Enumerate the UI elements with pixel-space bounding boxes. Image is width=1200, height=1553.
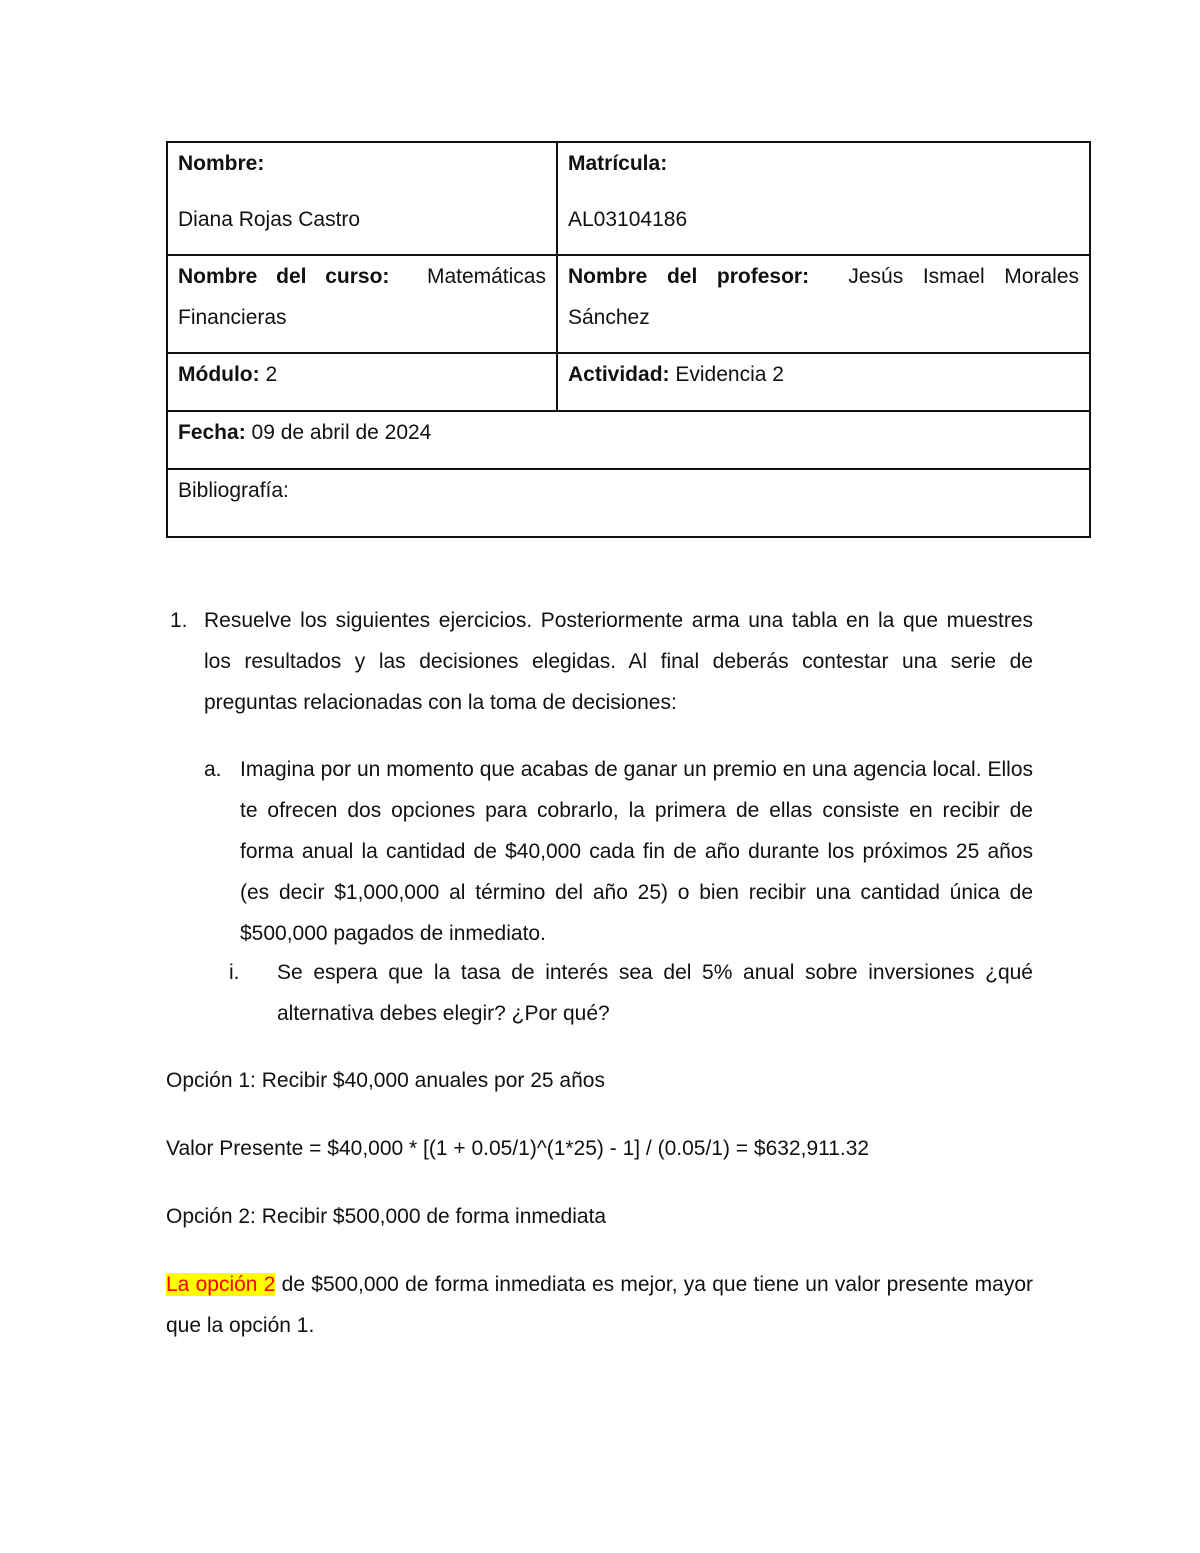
id-value: AL03104186 (568, 208, 688, 231)
name-value: Diana Rojas Castro (178, 208, 361, 231)
option-1-line: Opción 1: Recibir $40,000 anuales por 25 años (166, 1069, 605, 1092)
subsub-item-text: Se espera que la tasa de interés sea del 5% anual sobre inversiones ¿qué alternativa debes elegir? ¿Por qué? (277, 961, 1033, 1025)
name-cell: Nombre: Diana Rojas Castro (167, 142, 557, 255)
bibliography-label: Bibliografía: (178, 479, 289, 502)
teacher-label: Nombre del profesor: (568, 265, 810, 288)
activity-cell: Actividad: Evidencia 2 (557, 353, 1090, 411)
teacher-value: Jesús Ismael Morales Sánchez (568, 265, 1080, 329)
conclusion-highlight: La opción 2 (166, 1273, 276, 1296)
date-value: 09 de abril de 2024 (251, 421, 432, 444)
activity-value: Evidencia 2 (675, 363, 784, 386)
id-cell: Matrícula: AL03104186 (557, 142, 1090, 255)
module-cell: Módulo: 2 (167, 353, 557, 411)
teacher-cell (557, 255, 1090, 353)
subsub-item-marker: i. (229, 961, 240, 984)
present-value-line: Valor Presente = $40,000 * [(1 + 0.05/1)^(1*25) - 1] / (0.05/1) = $632,911.32 (166, 1137, 870, 1160)
activity-label: Actividad (568, 363, 663, 386)
header-table (166, 141, 1091, 538)
module-label: Módulo (178, 363, 253, 386)
course-value: Matemáticas Financieras (178, 265, 546, 329)
course-label: Nombre del curso: (178, 265, 390, 288)
name-label: Nombre (178, 152, 258, 175)
instruction-text: Resuelve los siguientes ejercicios. Posteriormente arma una tabla en la que muestres los resultados y las decisiones elegidas. Al final deberás contestar una serie de preguntas relacionadas con la toma de decisiones: (204, 609, 1033, 714)
date-label: Fecha (178, 421, 239, 444)
conclusion-rest: de $500,000 de forma inmediata es mejor, ya que tiene un valor presente mayor que la opción 1. (166, 1273, 1033, 1337)
module-value: 2 (265, 363, 278, 386)
conclusion-paragraph (166, 1264, 1033, 1346)
sub-item-marker: a. (204, 758, 222, 781)
sub-item-text: Imagina por un momento que acabas de ganar un premio en una agencia local. Ellos te ofrecen dos opciones para cobrarlo, la primera de ellas consiste en recibir de forma anual la cantidad de $40,000 cada fin de año durante los próximos 25 años (es decir $1,000,000 al término del año 25) o bien recibir una cantidad única de $500,000 pagados de inmediato. (240, 758, 1033, 945)
item-marker: 1. (170, 609, 188, 632)
date-cell: Fecha: 09 de abril de 2024 (167, 411, 1090, 469)
id-label: Matrícula (568, 152, 661, 175)
option-2-line: Opción 2: Recibir $500,000 de forma inmediata (166, 1205, 607, 1228)
course-cell (167, 255, 557, 353)
bibliography-cell (167, 469, 1090, 537)
